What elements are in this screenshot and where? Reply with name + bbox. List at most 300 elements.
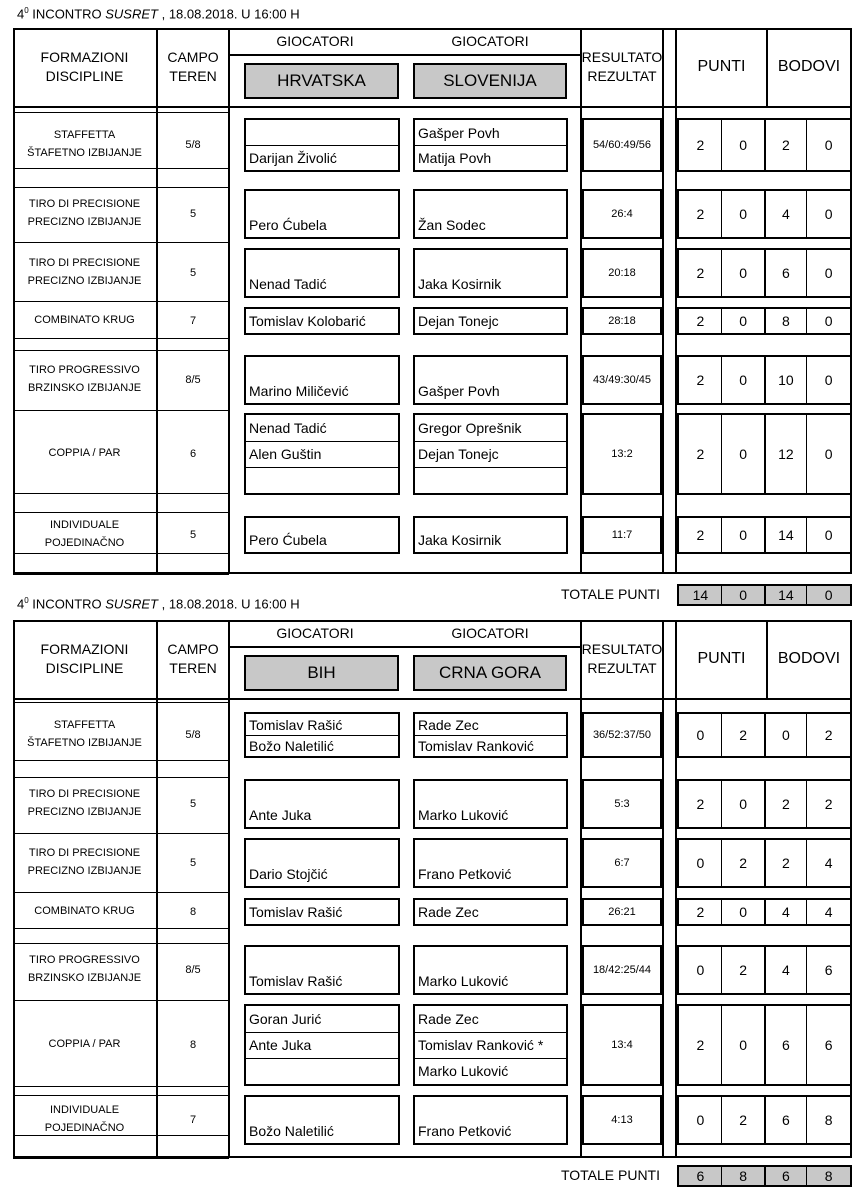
discipline-name-local: POJEDINAČNO (44, 537, 125, 549)
bodovi-a: 2 (781, 855, 790, 871)
total-divider (721, 586, 722, 604)
result-cell: 18/42:25/44 (582, 945, 662, 995)
total-value: 14 (778, 587, 794, 603)
discipline-name: COPPIA / PAR (48, 447, 121, 460)
team-b-players (413, 898, 568, 926)
team-a-players (244, 779, 400, 829)
player-name: Marko Luković (418, 973, 509, 989)
team-b-players (413, 1004, 568, 1086)
score-divider (764, 357, 766, 403)
discipline-name-local: PRECIZNO IZBIJANJE (27, 275, 142, 287)
discipline-cell (13, 898, 156, 926)
total-value: 8 (739, 1168, 748, 1184)
discipline-name: TIRO DI PRECISIONE (28, 257, 141, 270)
campo-cell: 5 (189, 857, 197, 869)
team-b-players (413, 413, 568, 495)
campo-cell: 8 (189, 906, 197, 918)
discipline-cell (13, 945, 156, 995)
discipline-cell (13, 779, 156, 829)
score-cell (677, 1095, 852, 1145)
result-cell: 28:18 (582, 307, 662, 335)
discipline-header: FORMAZIONI DISCIPLINE (40, 49, 129, 84)
score-divider (721, 250, 722, 296)
campo-cell: 5 (189, 529, 197, 541)
discipline-name-local: PRECIZNO IZBIJANJE (27, 865, 142, 877)
bodovi-a: 8 (781, 313, 790, 329)
player-name: Marino Miličević (249, 383, 349, 399)
row-divider (13, 512, 229, 513)
result-cell: 26:4 (582, 189, 662, 239)
punti-header: PUNTI (697, 650, 746, 668)
score-divider (721, 309, 722, 333)
player-name: Nenad Tadić (249, 276, 327, 292)
result-header: RESULTATO REZULTAT (581, 49, 663, 84)
player-name: Jaka Kosirnik (418, 276, 502, 292)
bodovi-a: 2 (781, 796, 790, 812)
discipline-cell (13, 1095, 156, 1145)
player-name: Rade Zec (418, 1011, 479, 1027)
match-incontro: INCONTRO (28, 6, 106, 22)
score-cell (677, 118, 852, 172)
total-value: 14 (692, 587, 709, 603)
row-divider (13, 1000, 229, 1001)
player-name: Ante Juka (249, 807, 312, 823)
player-name: Žan Sodec (418, 217, 486, 233)
discipline-name: INDIVIDUALE (49, 1104, 120, 1117)
row-divider (13, 338, 229, 339)
team-b-players (413, 516, 568, 554)
team-b-players (413, 355, 568, 405)
punti-a: 0 (696, 727, 705, 743)
bodovi-a: 12 (778, 446, 794, 462)
campo-cell: 5/8 (185, 729, 201, 741)
team-a-players (244, 1095, 400, 1145)
bodovi-b: 8 (824, 1112, 833, 1128)
row-divider (13, 892, 229, 893)
discipline-cell (13, 1004, 156, 1086)
player-name: Jaka Kosirnik (418, 532, 502, 548)
discipline-name: INDIVIDUALE (49, 519, 120, 532)
totals-box (677, 1165, 852, 1187)
players-header-a: GIOCATORI (276, 32, 354, 49)
team-a-players (244, 307, 400, 335)
team-b-name: SLOVENIJA (413, 63, 567, 99)
score-divider (806, 415, 807, 493)
score-divider (764, 900, 766, 924)
team-b-players (413, 118, 568, 172)
discipline-header: FORMAZIONI DISCIPLINE (40, 641, 129, 676)
bodovi-b: 6 (824, 962, 833, 978)
discipline-name: COMBINATO KRUG (34, 905, 135, 918)
team-a-players (244, 248, 400, 298)
total-value: 6 (781, 1168, 790, 1184)
player-name: Frano Petković (418, 1123, 512, 1139)
score-divider (721, 840, 722, 886)
score-divider (806, 1097, 807, 1143)
team-b-players (413, 945, 568, 995)
team-a-players (244, 516, 400, 554)
bodovi-b: 0 (824, 446, 833, 462)
campo-cell: 5 (189, 798, 197, 810)
player-name: Matija Povh (418, 149, 492, 166)
team-a-players (244, 355, 400, 405)
row-divider (13, 928, 229, 929)
score-cell (677, 189, 852, 239)
score-divider (764, 309, 766, 333)
score-divider (764, 415, 766, 493)
column-divider (662, 28, 664, 574)
team-b-players (413, 248, 568, 298)
total-value: 8 (824, 1168, 833, 1184)
player-name: Frano Petković (418, 866, 512, 882)
punti-b: 2 (739, 1112, 748, 1128)
punti-b: 0 (739, 904, 748, 920)
row-divider (13, 760, 229, 761)
player-name: Marko Luković (418, 807, 509, 823)
team-a-players (244, 712, 400, 758)
punti-a: 2 (696, 313, 705, 329)
campo-header: CAMPO TEREN (167, 641, 219, 676)
row-divider (13, 1158, 229, 1159)
row-divider (13, 301, 229, 302)
player-name: Pero Ćubela (249, 217, 327, 233)
bodovi-a: 14 (778, 527, 794, 543)
discipline-name-local: PRECIZNO IZBIJANJE (27, 806, 142, 818)
column-divider (662, 620, 664, 1158)
discipline-cell (13, 516, 156, 554)
score-divider (764, 714, 766, 756)
result-cell: 13:4 (582, 1004, 662, 1086)
discipline-name-local: BRZINSKO IZBIJANJE (27, 382, 142, 394)
row-divider (13, 112, 229, 113)
team-a-name: HRVATSKA (244, 63, 399, 99)
discipline-name-local: POJEDINAČNO (44, 1122, 125, 1134)
result-cell: 4:13 (582, 1095, 662, 1145)
discipline-name: COMBINATO KRUG (34, 314, 135, 327)
score-divider (721, 714, 722, 756)
bodovi-a: 6 (781, 1112, 790, 1128)
team-b-players (413, 189, 568, 239)
result-cell: 11:7 (582, 516, 662, 554)
team-b-players (413, 1095, 568, 1145)
punti-b: 2 (739, 962, 748, 978)
score-cell (677, 1004, 852, 1086)
team-b-name: CRNA GORA (413, 655, 567, 691)
score-divider (764, 120, 766, 170)
score-divider (806, 518, 807, 552)
campo-cell: 7 (189, 315, 197, 327)
match-date: , 18.08.2018. U 16:00 H (157, 6, 300, 22)
bodovi-a: 4 (781, 206, 790, 222)
team-b-players (413, 779, 568, 829)
score-cell (677, 898, 852, 926)
total-divider (806, 1167, 807, 1185)
match-date: , 18.08.2018. U 16:00 H (157, 596, 300, 612)
punti-a: 2 (696, 446, 705, 462)
bodovi-b: 2 (824, 796, 833, 812)
score-divider (806, 120, 807, 170)
total-value: 0 (824, 587, 833, 603)
match-header (17, 6, 300, 21)
campo-cell: 8/5 (185, 374, 201, 386)
player-name: Božo Naletilić (249, 737, 334, 754)
player-name: Tomislav Rašić (249, 716, 343, 733)
punti-a: 2 (696, 904, 705, 920)
match-header (17, 596, 300, 611)
score-cell (677, 712, 852, 758)
bodovi-b: 2 (824, 727, 833, 743)
team-a-name: BIH (244, 655, 399, 691)
score-divider (721, 781, 722, 827)
score-divider (806, 900, 807, 924)
team-a-players (244, 898, 400, 926)
bodovi-a: 10 (778, 372, 794, 388)
score-cell (677, 355, 852, 405)
discipline-name: STAFFETTA (53, 719, 116, 732)
discipline-name: COPPIA / PAR (48, 1038, 121, 1051)
score-cell (677, 248, 852, 298)
discipline-cell (13, 355, 156, 405)
row-divider (13, 350, 229, 351)
score-cell (677, 516, 852, 554)
player-name: Nenad Tadić (249, 420, 327, 436)
row-divider (13, 702, 229, 703)
bodovi-b: 6 (824, 1037, 833, 1053)
campo-cell: 5 (189, 267, 197, 279)
team-b-players (413, 838, 568, 888)
player-name: Rade Zec (418, 904, 479, 920)
player-name: Tomislav Rašić (249, 973, 343, 989)
bodovi-b: 0 (824, 206, 833, 222)
result-header: RESULTATO REZULTAT (581, 641, 663, 676)
match-incontro: INCONTRO (28, 596, 106, 612)
player-name (246, 120, 398, 145)
player-name: Gašper Povh (418, 124, 500, 141)
campo-cell: 5/8 (185, 139, 201, 151)
player-name: Dejan Tonejc (418, 313, 499, 329)
player-name: Pero Ćubela (249, 532, 327, 548)
bodovi-header: BODOVI (777, 58, 841, 76)
bodovi-b: 4 (824, 904, 833, 920)
discipline-name-local: BRZINSKO IZBIJANJE (27, 972, 142, 984)
score-divider (721, 120, 722, 170)
total-divider (764, 1167, 766, 1185)
total-value: 0 (739, 587, 748, 603)
score-divider (721, 191, 722, 237)
result-cell: 6:7 (582, 838, 662, 888)
team-a-players (244, 189, 400, 239)
score-divider (806, 250, 807, 296)
score-divider (764, 250, 766, 296)
bodovi-b: 0 (824, 372, 833, 388)
score-divider (806, 714, 807, 756)
player-name: Goran Jurić (249, 1011, 322, 1027)
team-a-players (244, 118, 400, 172)
discipline-cell (13, 248, 156, 298)
score-divider (721, 947, 722, 993)
header-divider (13, 698, 852, 700)
bodovi-b: 0 (824, 527, 833, 543)
score-divider (764, 1097, 766, 1143)
match-susret: SUSRET (105, 596, 158, 612)
punti-b: 0 (739, 796, 748, 812)
row-divider (13, 777, 229, 778)
score-cell (677, 838, 852, 888)
player-name: Gašper Povh (418, 383, 500, 399)
campo-header: CAMPO TEREN (167, 49, 219, 84)
score-divider (806, 357, 807, 403)
score-divider (721, 357, 722, 403)
player-name: Ante Juka (249, 1037, 312, 1053)
bodovi-a: 6 (781, 265, 790, 281)
team-b-players (413, 307, 568, 335)
row-divider (13, 242, 229, 243)
discipline-name-local: PRECIZNO IZBIJANJE (27, 216, 142, 228)
row-divider (13, 187, 229, 188)
score-divider (806, 840, 807, 886)
row-divider (13, 1086, 229, 1087)
result-cell: 13:2 (582, 413, 662, 495)
punti-b: 0 (739, 446, 748, 462)
match-number-sup: 0 (24, 596, 29, 605)
bodovi-b: 0 (824, 313, 833, 329)
totals-box (677, 584, 852, 606)
players-header-b: GIOCATORI (451, 624, 529, 641)
row-divider (13, 410, 229, 411)
punti-b: 0 (739, 206, 748, 222)
result-cell: 20:18 (582, 248, 662, 298)
score-divider (721, 900, 722, 924)
bodovi-b: 0 (824, 265, 833, 281)
punti-header: PUNTI (697, 58, 746, 76)
punti-b: 2 (739, 855, 748, 871)
team-a-players (244, 413, 400, 495)
punti-a: 2 (696, 796, 705, 812)
score-divider (721, 1006, 722, 1084)
discipline-name: TIRO DI PRECISIONE (28, 847, 141, 860)
score-divider (764, 840, 766, 886)
punti-a: 0 (696, 855, 705, 871)
bodovi-a: 0 (781, 727, 790, 743)
bodovi-a: 2 (781, 137, 790, 153)
result-cell: 43/49:30/45 (582, 355, 662, 405)
total-divider (721, 1167, 722, 1185)
punti-b: 0 (739, 137, 748, 153)
campo-cell: 6 (189, 448, 197, 460)
players-header-divider (229, 646, 580, 648)
punti-a: 2 (696, 372, 705, 388)
match-number-sup: 0 (24, 6, 29, 15)
player-name: Tomislav Ranković * (418, 1037, 544, 1053)
punti-a: 0 (696, 962, 705, 978)
discipline-name: TIRO DI PRECISIONE (28, 198, 141, 211)
bodovi-b: 4 (824, 855, 833, 871)
discipline-name: STAFFETTA (53, 129, 116, 142)
score-divider (806, 947, 807, 993)
discipline-name-local: ŠTAFETNO IZBIJANJE (27, 147, 142, 159)
score-cell (677, 413, 852, 495)
punti-a: 2 (696, 206, 705, 222)
result-cell: 54/60:49/56 (582, 118, 662, 172)
team-a-players (244, 1004, 400, 1086)
players-header-a: GIOCATORI (276, 624, 354, 641)
team-b-players (413, 712, 568, 758)
total-value: 6 (696, 1168, 705, 1184)
header-divider (13, 106, 852, 108)
score-divider (806, 309, 807, 333)
bodovi-a: 6 (781, 1037, 790, 1053)
score-divider (721, 415, 722, 493)
player-name: Dejan Tonejc (418, 446, 499, 462)
players-header-divider (229, 54, 580, 56)
discipline-cell (13, 838, 156, 888)
punti-b: 0 (739, 527, 748, 543)
totale-label: TOTALE PUNTI (560, 1167, 660, 1183)
score-cell (677, 307, 852, 335)
score-cell (677, 779, 852, 829)
player-name (415, 467, 566, 493)
player-name: Alen Guštin (249, 446, 322, 462)
team-a-players (244, 945, 400, 995)
match-number: 4 (17, 6, 25, 22)
campo-cell: 8/5 (185, 964, 201, 976)
bodovi-a: 4 (781, 904, 790, 920)
total-divider (806, 586, 807, 604)
score-divider (721, 518, 722, 552)
result-cell: 5:3 (582, 779, 662, 829)
match-number: 4 (17, 596, 25, 612)
player-name (246, 467, 398, 493)
punti-a: 0 (696, 1112, 705, 1128)
match-susret: SUSRET (105, 6, 158, 22)
score-divider (806, 781, 807, 827)
discipline-name: TIRO PROGRESSIVO (29, 364, 140, 377)
punti-a: 2 (696, 527, 705, 543)
total-divider (764, 586, 766, 604)
score-divider (764, 781, 766, 827)
score-divider (764, 947, 766, 993)
row-divider (13, 833, 229, 834)
score-divider (764, 1006, 766, 1084)
discipline-cell (13, 189, 156, 239)
player-name: Tomislav Ranković (418, 737, 534, 754)
discipline-cell (13, 712, 156, 758)
player-name: Darijan Živolić (249, 149, 337, 166)
punti-a: 2 (696, 1037, 705, 1053)
column-divider (228, 620, 230, 1158)
result-cell: 26:21 (582, 898, 662, 926)
punti-b: 2 (739, 727, 748, 743)
result-cell: 36/52:37/50 (582, 712, 662, 758)
punti-b: 0 (739, 313, 748, 329)
player-name: Rade Zec (418, 716, 479, 733)
score-divider (764, 518, 766, 552)
score-divider (806, 1006, 807, 1084)
row-divider (13, 574, 229, 575)
punti-b: 0 (739, 372, 748, 388)
discipline-name-local: ŠTAFETNO IZBIJANJE (27, 737, 142, 749)
punti-b: 0 (739, 265, 748, 281)
discipline-name: TIRO DI PRECISIONE (28, 788, 141, 801)
score-divider (721, 1097, 722, 1143)
punti-a: 2 (696, 265, 705, 281)
row-divider (13, 943, 229, 944)
discipline-cell (13, 307, 156, 335)
score-cell (677, 945, 852, 995)
bodovi-a: 4 (781, 962, 790, 978)
totale-label: TOTALE PUNTI (560, 586, 660, 602)
punti-a: 2 (696, 137, 705, 153)
